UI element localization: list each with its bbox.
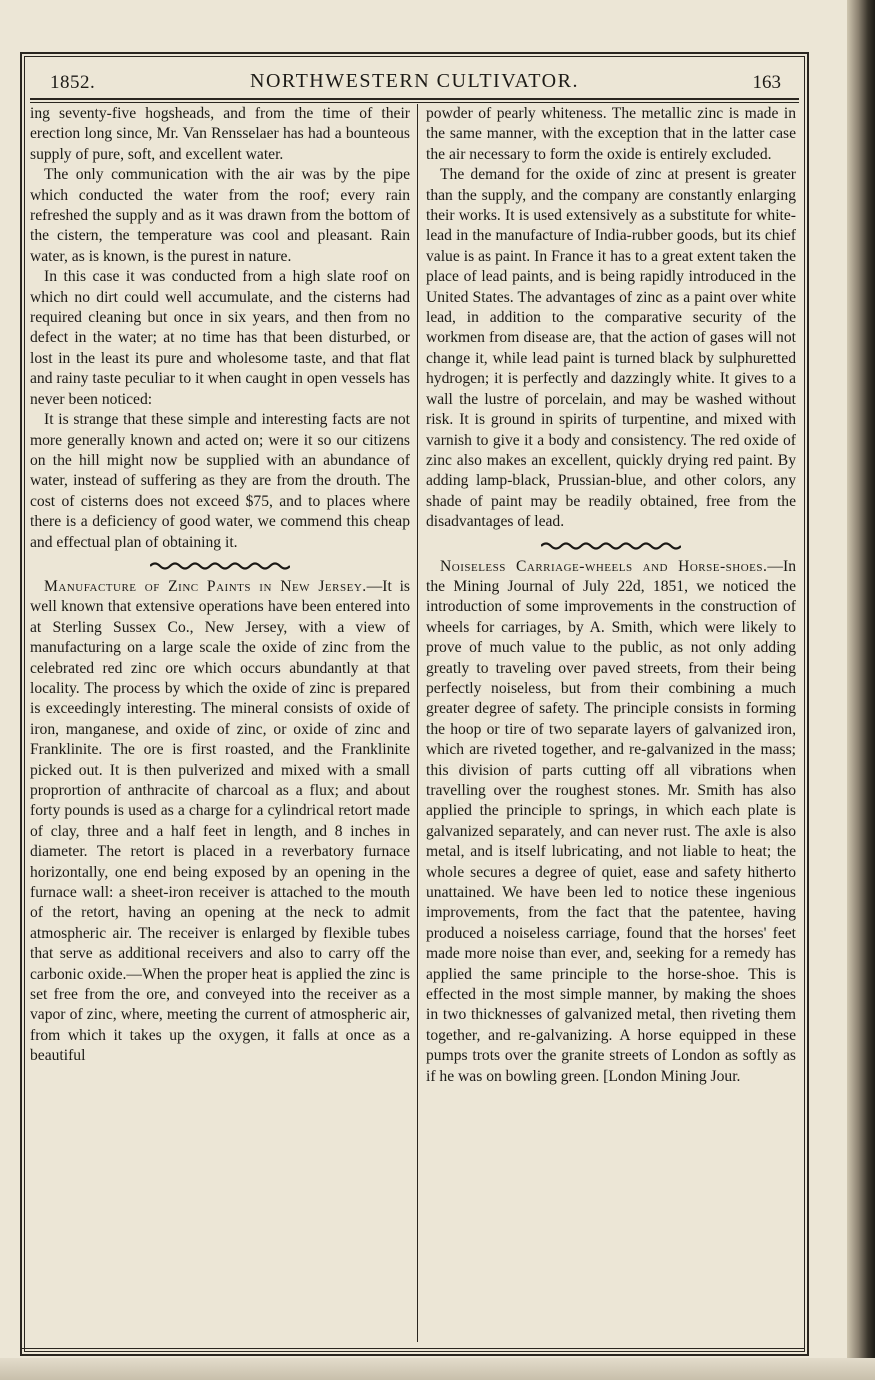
column-divider-rule — [417, 104, 418, 1342]
carriage-article-source: [London Mining Jour. — [603, 1067, 741, 1085]
zinc-demand-paragraph: The demand for the oxide of zinc at present is greater than the supply, and the company are constantly enlarging their works. It is used extensively as a substitute for white-lead in the manufacture of India-rubber goods, but its chief value is as paint. In France it has to a great extent taken the place of lead paints, and is being rapidly introduced in the United States. The advantages of zinc as a paint over white lead, in addition to the comparative security of the workmen from disease are, that the action of gases will not change it, while lead paint is turned black by sulphuretted hydrogen; it is perfectly and dazzingly white. It gives to a wall the lustre of porcelain, and may be washed without risk. It is ground in spirits of turpentine, and mixed with varnish to give it a body and consistency. The red oxide of zinc also makes an excellent, quickly drying red paint. By adding lamp-black, Prussian-blue, and other colors, any shade of paint may be readily obtained, free from the disadvantages of lead. — [426, 166, 796, 531]
zinc-continuation-paragraph: powder of pearly whiteness. The metallic zinc is made in the same manner, with the exception that in the latter case the air necessary to form the oxide is entirely excluded. — [426, 105, 796, 163]
zinc-article-heading: Manufacture of Zinc Paints in New Jersey. — [44, 577, 367, 595]
zinc-article-body: —It is well known that extensive operations have been entered into at Sterling Sussex Co., New Jersey, with a view of manufacturing on a large scale the oxide of zinc from the celebrated red zinc ore which occurs abundantly at that locality. The process by which the oxide of zinc is prepared is exceedingly interesting. The mineral consists of oxide of iron, manganese, and oxide of zinc, or oxide of zinc and Franklinite. The ore is first roasted, and the Franklinite picked out. It is then pulverized and mixed with a small proprortion of anthracite of charcoal as a flux; and about forty pounds is used as a charge for a cylindrical retort made of clay, three and a half feet in length, and 8 inches in diameter. The retort is placed in a reverbatory furnace horizontally, one end being exposed by an opening in the furnace wall: a sheet-iron receiver is attached to the mouth of the retort, having an opening at the neck to admit atmospheric air. The receiver is enlarged by flexible tubes that serve as additional receivers and also to carry off the carbonic oxide.—When the proper heat is applied the zinc is set free from the ore, and conveyed into the receiver as a vapor of zinc, where, meeting the current of atmospheric air, from which it takes up the oxygen, it falls at once as a beautiful — [30, 577, 410, 1065]
carriage-article-body: —In the Mining Journal of July 22d, 1851, we noticed the introduction of some improvements in the construction of wheels for carriages, by A. Smith, which were likely to prove of much value to the public, as not only adding greatly to traveling over paved streets, from their being perfectly noiseless, but from their combining a much greater degree of safety. The principle consists in forming the hoop or tire of two separate layers of galvanized iron, which are riveted together, and re-galvanized in the mass; this division of parts cutting off all vibrations when travelling over the roughest stones. Mr. Smith has also applied the principle to springs, in which each plate is galvanized separately, and can never rust. The axle is also metal, and is itself lubricating, and not liable to heat; the whole secures a degree of quiet, ease and safety hitherto unattained. We have been led to notice these ingenious improvements, from the fact that the patentee, having produced a noiseless carriage, found that the horses' feet made more noise than ever, and, seeking for a remedy has applied the same principle to the horse-shoe. This is effected in the most simple manner, by making the shoes in two thicknesses of galvanized metal, then riveting them together, and re-galvanizing. A horse equipped in these pumps trots over the granite streets of London as softly as if he was on bowling green. — [426, 557, 796, 1085]
zinc-article — [30, 577, 410, 1067]
header-year: 1852. — [50, 72, 96, 93]
left-column — [30, 104, 410, 1342]
header-page-number: 163 — [752, 72, 781, 93]
paper-bottom-edge — [0, 1358, 875, 1380]
cistern-paragraph-2: The only communication with the air was by the pipe which conducted the water from the roof; every rain refreshed the supply and as it was drawn from the bottom of the cistern, the temperature was cool and pleasant. Rain water, as is known, is the purest in nature. — [30, 166, 410, 265]
carriage-article — [426, 557, 796, 1088]
page-bottom-rule — [20, 1348, 805, 1349]
cistern-paragraph-1: ing seventy-five hogsheads, and from the time of their erection long since, Mr. Van Rensselaer has had a bounteous supply of pure, soft, and excellent water. — [30, 105, 410, 163]
page-header — [30, 62, 799, 100]
cistern-paragraph-3: In this case it was conducted from a high slate roof on which no dirt could well accumulate, and the cisterns had required cleaning but once in six years, and then from no defect in the water; at no time has that been disturbed, or lost in the least its pure and wholesome taste, and that flat and rainy taste peculiar to it when caught in open vessels has never been noticed: — [30, 268, 410, 408]
cistern-paragraph-4: It is strange that these simple and interesting facts are not more generally known and acted on; were it so our citizens on the hill might now be supplied with an abundance of water, instead of suffering as they are from the drouth. The cost of cisterns does not exceed $75, and to places where there is a deficiency of good water, we commend this cheap and effectual plan of obtaining it. — [30, 411, 410, 551]
header-title: NORTHWESTERN CULTIVATOR. — [250, 70, 579, 92]
newspaper-page — [20, 52, 809, 1356]
carriage-article-heading: Noiseless Carriage-wheels and Horse-shoes. — [440, 557, 768, 575]
right-column — [426, 104, 796, 1342]
wavy-divider-ornament — [541, 541, 681, 551]
wavy-divider-ornament — [150, 561, 290, 571]
book-binding-edge — [847, 0, 875, 1380]
